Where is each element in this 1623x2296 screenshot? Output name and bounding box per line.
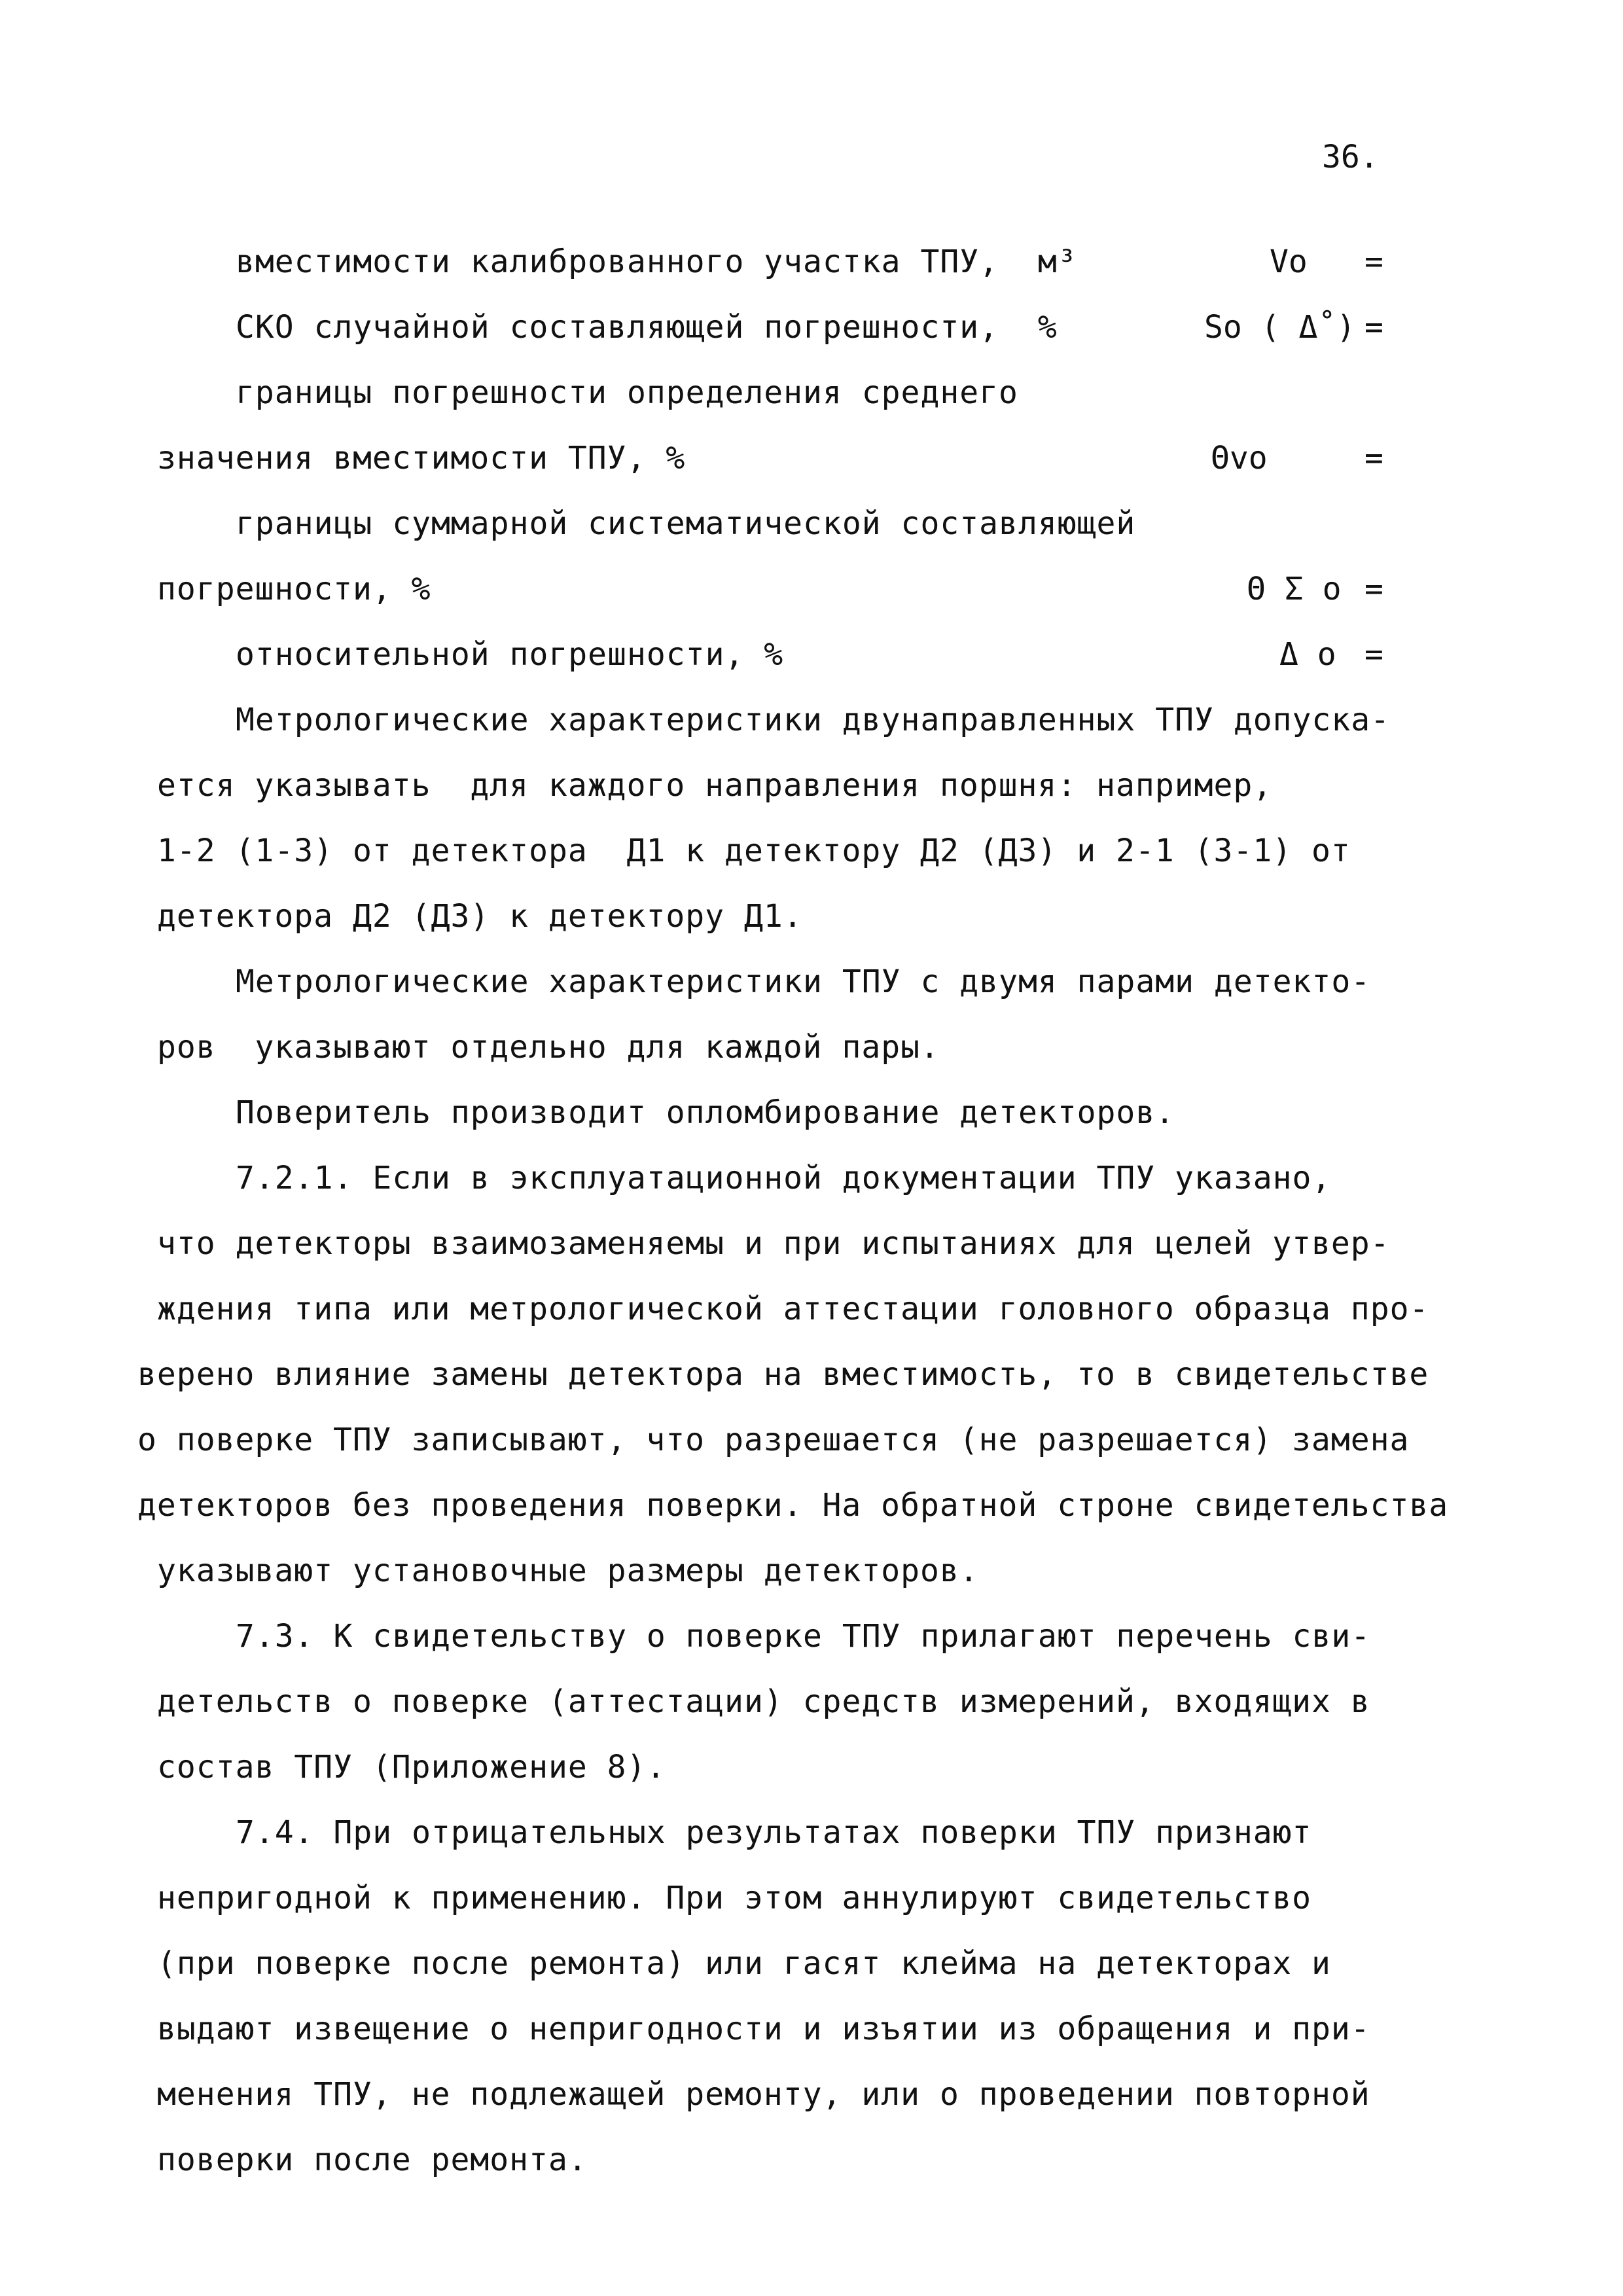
definition-eq-2: = <box>1364 309 1383 346</box>
body-line-23: поверки после ремонта. <box>157 2142 588 2178</box>
body-line-19: непригодной к применению. При этом аннулируют свидетельство <box>157 1880 1312 1916</box>
body-line-16: детельств о поверке (аттестации) средств измерений, входящих в <box>157 1683 1370 1720</box>
body-line-8: 7.2.1. Если в эксплуатационной документации ТПУ указано, <box>236 1160 1332 1196</box>
body-line-7: Поверитель производит опломбирование детекторов. <box>236 1094 1175 1131</box>
body-line-6: ров указывают отдельно для каждой пары. <box>157 1029 940 1066</box>
body-line-10: ждения типа или метрологической аттестации головного образца про- <box>157 1291 1429 1327</box>
definition-line-7: относительной погрешности, % <box>236 636 784 673</box>
definition-line-6: погрешности, % <box>157 571 431 607</box>
definition-line-1: вместимости калиброванного участка ТПУ, м³ <box>236 243 1077 280</box>
body-line-4: детектора Д2 (Д3) к детектору Д1. <box>157 898 803 935</box>
body-line-21: выдают извещение о непригодности и изъятии из обращения и при- <box>157 2011 1370 2047</box>
body-line-1: Метрологические характеристики двунаправленных ТПУ допуска- <box>236 702 1391 738</box>
body-line-9: что детекторы взаимозаменяемы и при испытаниях для целей утвер- <box>157 1225 1390 1262</box>
definition-symbol-4: Θvo <box>1211 440 1268 476</box>
page-number: 36. <box>1322 139 1379 175</box>
body-line-11: верено влияние замены детектора на вместимость, то в свидетельстве <box>137 1356 1429 1393</box>
body-line-22: менения ТПУ, не подлежащей ремонту, или о проведении повторной <box>157 2076 1370 2113</box>
definition-eq-4: = <box>1364 440 1383 476</box>
body-line-3: 1-2 (1-3) от детектора Д1 к детектору Д2 (Д3) и 2-1 (3-1) от <box>157 833 1351 869</box>
definition-eq-1: = <box>1364 243 1383 280</box>
definition-symbol-6: Θ Σ o <box>1247 571 1342 607</box>
definition-line-5: границы суммарной систематической составляющей <box>236 505 1136 542</box>
body-line-5: Метрологические характеристики ТПУ с двумя парами детекто- <box>236 963 1371 1000</box>
body-line-14: указывают установочные размеры детекторов. <box>157 1552 979 1589</box>
definition-line-3: границы погрешности определения среднего <box>236 374 1018 411</box>
definition-symbol-2: So ( Δ̊ ) <box>1204 309 1356 346</box>
body-line-17: состав ТПУ (Приложение 8). <box>157 1749 666 1785</box>
definition-symbol-7: Δ o <box>1279 636 1336 673</box>
body-line-2: ется указывать для каждого направления поршня: например, <box>157 767 1273 804</box>
body-line-12: о поверке ТПУ записывают, что разрешается (не разрешается) замена <box>137 1422 1410 1458</box>
body-line-20: (при поверке после ремонта) или гасят клейма на детекторах и <box>157 1945 1331 1982</box>
definition-line-2: СКО случайной составляющей погрешности, % <box>236 309 1058 346</box>
definition-eq-6: = <box>1364 571 1383 607</box>
body-line-18: 7.4. При отрицательных результатах поверки ТПУ признают <box>236 1814 1312 1851</box>
definition-symbol-1: Vo <box>1270 243 1308 280</box>
body-line-13: детекторов без проведения поверки. На обратной строне свидетельства <box>137 1487 1449 1524</box>
definition-eq-7: = <box>1364 636 1383 673</box>
definition-line-4: значения вместимости ТПУ, % <box>157 440 686 476</box>
body-line-15: 7.3. К свидетельству о поверке ТПУ прилагают перечень сви- <box>236 1618 1371 1655</box>
